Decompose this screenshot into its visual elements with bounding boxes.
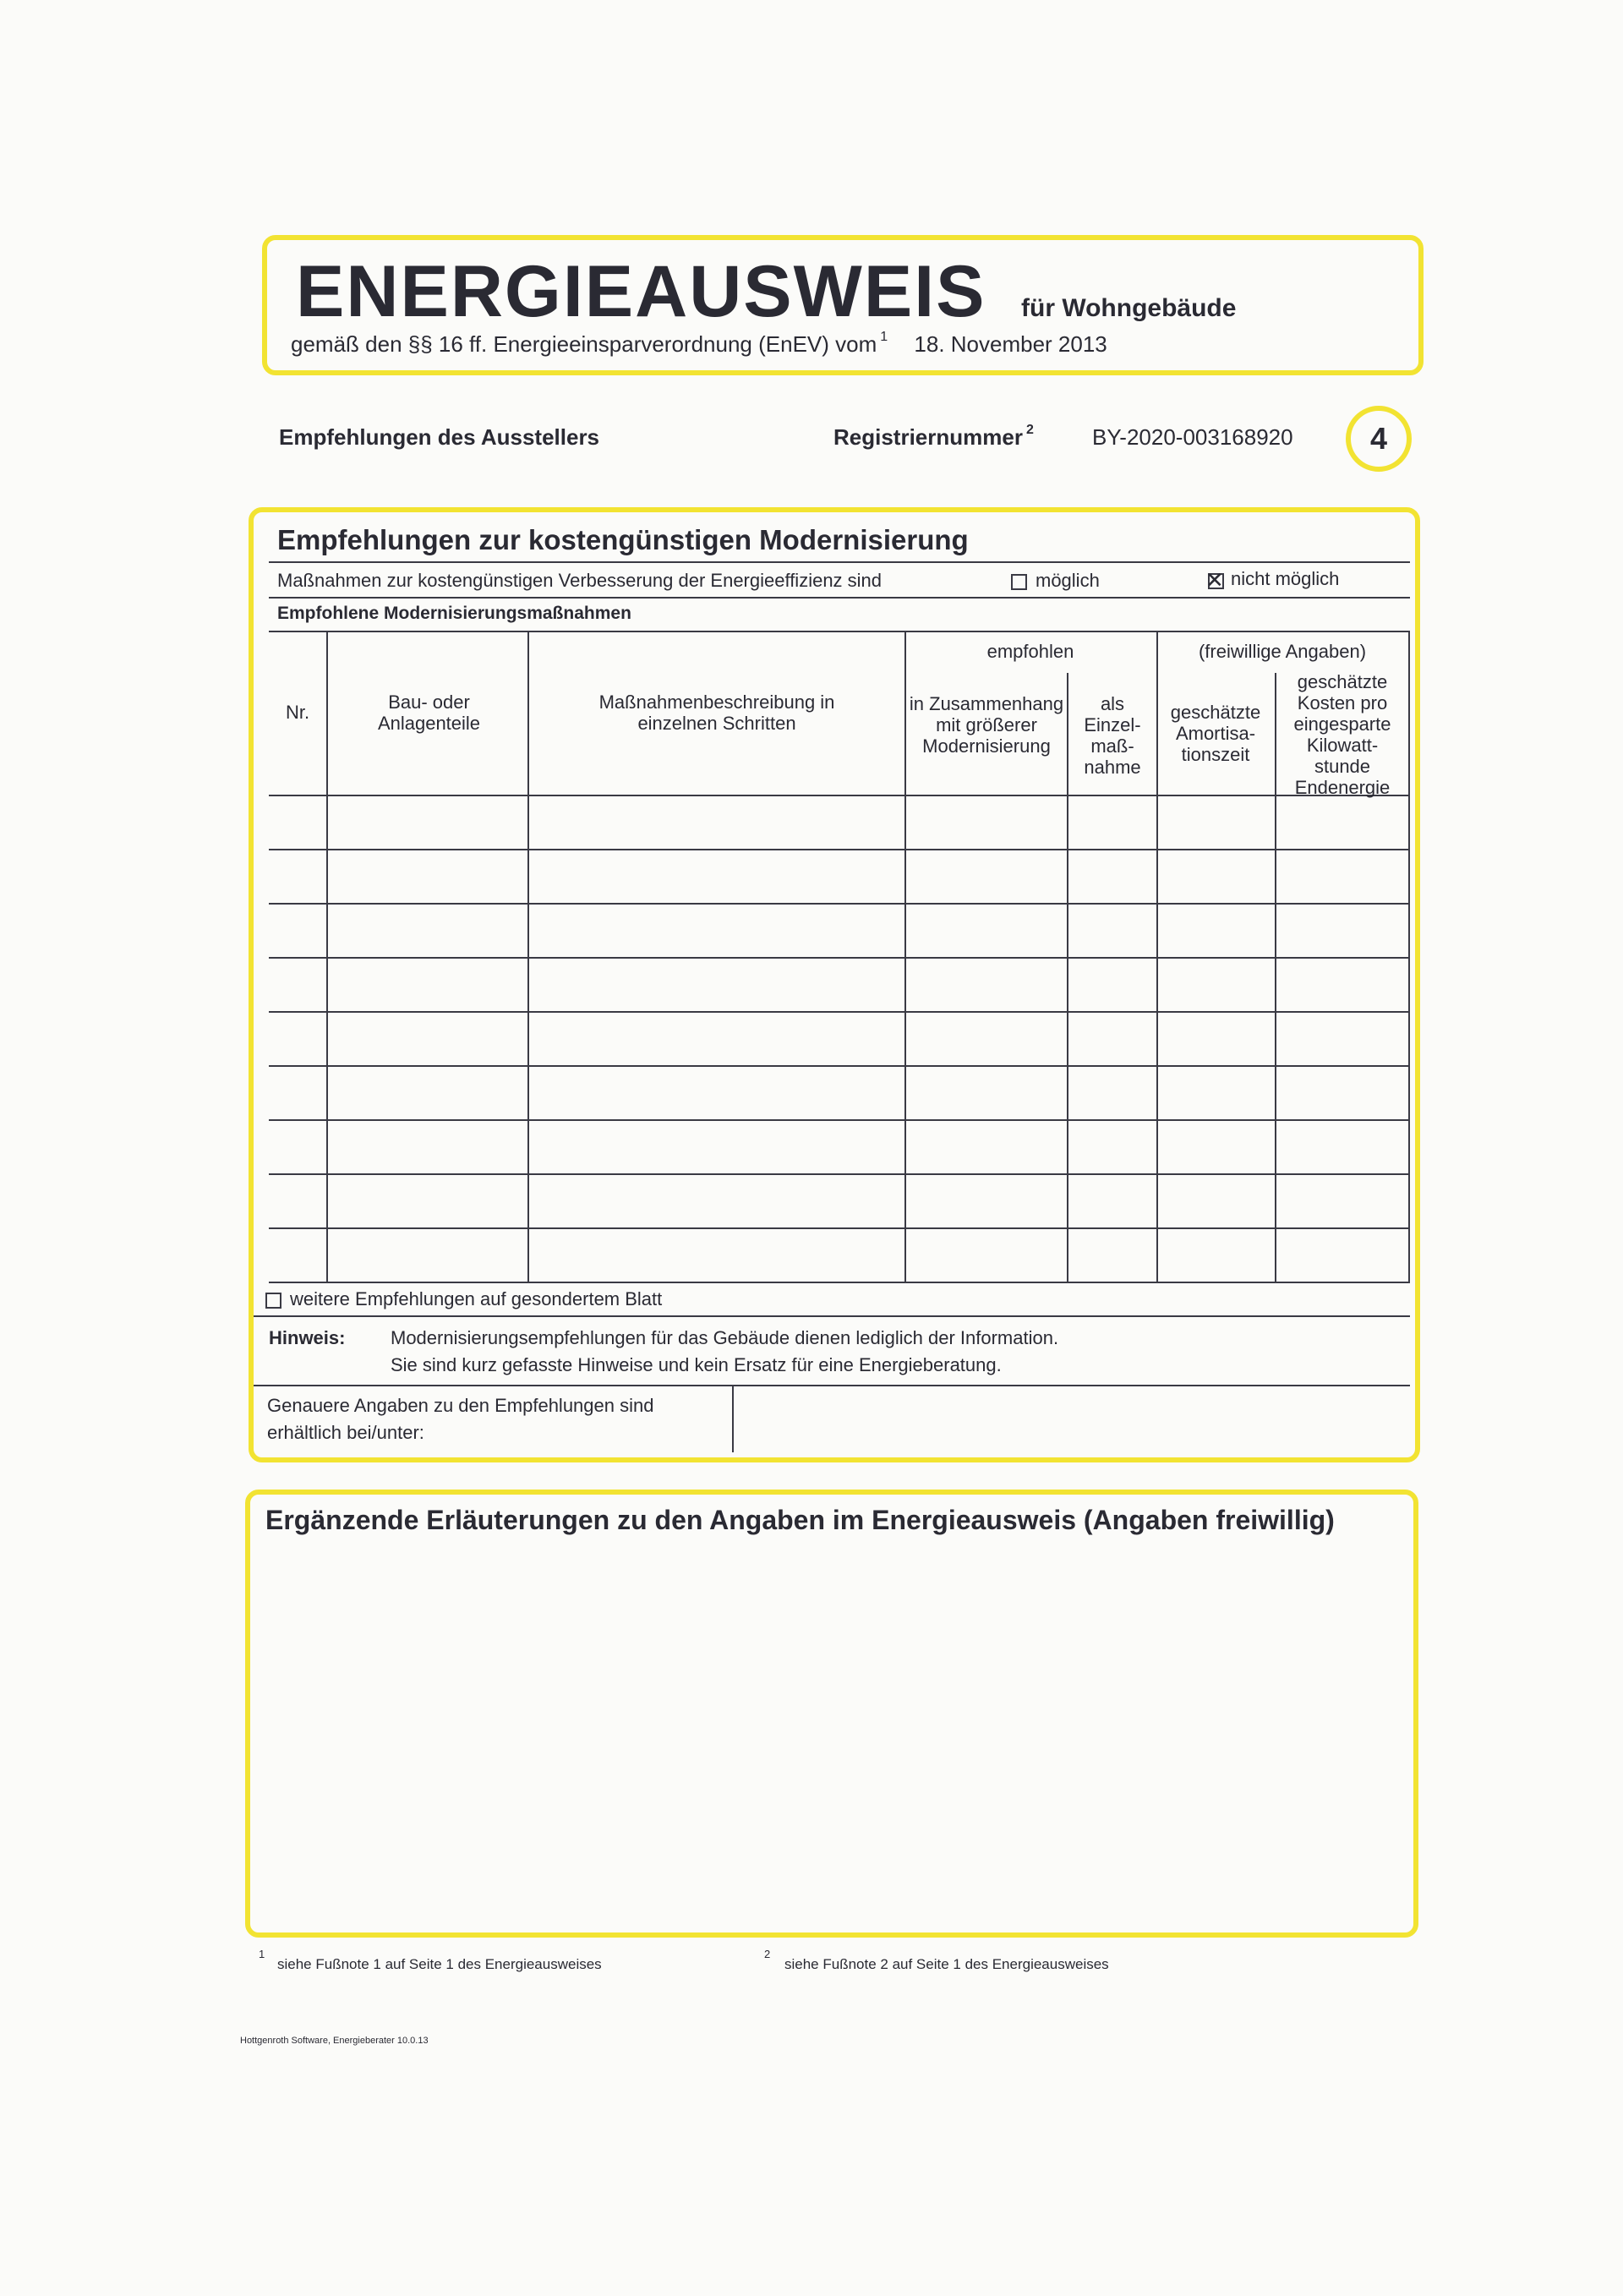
- legal-basis-footnote: 1: [880, 330, 888, 344]
- table-col-line: [1067, 673, 1068, 1282]
- registration-footnote: 2: [1025, 423, 1034, 437]
- checkbox-icon[interactable]: [265, 1293, 281, 1309]
- legal-basis: [291, 331, 1107, 358]
- table-row: [269, 1011, 1410, 1013]
- registration-number: BY-2020-003168920: [1092, 424, 1293, 450]
- more-recommendations[interactable]: [265, 1288, 662, 1310]
- col-header-optional: (freiwillige Angaben): [1198, 641, 1367, 662]
- table-col-line: [326, 631, 328, 1282]
- table-col-line: [1156, 631, 1158, 1282]
- option-not-possible-label: nicht möglich: [1231, 568, 1340, 589]
- note-line-1: Modernisierungsempfehlungen für das Gebäude dienen lediglich der Information.: [391, 1327, 1059, 1348]
- checkbox-icon[interactable]: [1011, 574, 1027, 590]
- divider: [269, 597, 1410, 599]
- details-label-line-1: Genauere Angaben zu den Empfehlungen sind: [267, 1395, 654, 1416]
- footnote-1-text: siehe Fußnote 1 auf Seite 1 des Energieausweises: [277, 1956, 602, 1972]
- footnote-2-text: siehe Fußnote 2 auf Seite 1 des Energieausweises: [784, 1956, 1109, 1972]
- document-subtitle: für Wohngebäude: [1021, 294, 1237, 322]
- note-line-2: Sie sind kurz gefasste Hinweise und kein Ersatz für eine Energieberatung.: [391, 1354, 1002, 1375]
- legal-basis-text: gemäß den §§ 16 ff. Energieeinsparverordnung (EnEV) vom: [291, 331, 877, 357]
- col-header-description: Maßnahmenbeschreibung in einzelnen Schritten: [598, 692, 835, 734]
- table-caption: Empfohlene Modernisierungsmaßnahmen: [277, 604, 631, 623]
- more-recommendations-label: weitere Empfehlungen auf gesondertem Blatt: [290, 1288, 663, 1309]
- details-value: [747, 1403, 1398, 1446]
- legal-basis-date: 18. November 2013: [914, 331, 1107, 357]
- registration-label-text: Registriernummer: [833, 424, 1023, 450]
- measures-text: Maßnahmen zur kostengünstigen Verbesserung der Energieeffizienz sind: [277, 570, 883, 591]
- details-divider: [732, 1386, 734, 1452]
- option-possible-label: möglich: [1036, 570, 1100, 591]
- col-header-payback: geschätzte Amortisa- tionszeit: [1170, 702, 1261, 765]
- table-row: [269, 1173, 1410, 1175]
- table-row: [269, 957, 1410, 959]
- page-number-badge: 4: [1346, 406, 1412, 472]
- divider: [254, 1385, 1410, 1386]
- table-row: [269, 1119, 1410, 1121]
- col-header-cost: geschätzte Kosten pro eingesparte Kilowatt- stunde Endenergie: [1293, 671, 1391, 798]
- divider: [254, 1315, 1410, 1317]
- table-col-line: [1408, 631, 1410, 1282]
- recommendations-title: Empfehlungen zur kostengünstigen Modernisierung: [277, 524, 969, 555]
- software-credit: Hottgenroth Software, Energieberater 10.0.13: [240, 2036, 429, 2046]
- document-title: ENERGIEAUSWEIS: [296, 251, 986, 332]
- table-row: [269, 903, 1410, 905]
- table-row: [269, 1282, 1410, 1283]
- supplementary-content: [265, 1552, 1398, 1916]
- col-header-recommended: empfohlen: [986, 641, 1074, 662]
- table-row: [269, 849, 1410, 850]
- option-not-possible[interactable]: [1205, 568, 1339, 590]
- footnote-2-mark: 2: [764, 1948, 771, 1960]
- divider: [269, 631, 1410, 632]
- table-col-line: [1275, 673, 1276, 1282]
- option-possible[interactable]: [1011, 570, 1100, 592]
- table-row: [269, 1065, 1410, 1067]
- supplementary-title: Ergänzende Erläuterungen zu den Angaben im Energieausweis (Angaben freiwillig): [265, 1505, 1335, 1535]
- col-header-nr: Nr.: [285, 702, 310, 723]
- table-row: [269, 795, 1410, 796]
- col-header-part: Bau- oder Anlagenteile: [377, 692, 481, 734]
- footnote-1-mark: 1: [259, 1948, 265, 1960]
- table-row: [269, 1227, 1410, 1229]
- col-header-single: als Einzel- maß- nahme: [1084, 693, 1141, 778]
- table-col-line: [527, 631, 529, 1282]
- col-header-in-context: in Zusammenhang mit größerer Modernisierung: [909, 693, 1064, 757]
- registration-label: [833, 424, 1039, 451]
- section-label: Empfehlungen des Ausstellers: [279, 424, 600, 450]
- note-label: Hinweis:: [269, 1327, 346, 1348]
- checked-checkbox-icon[interactable]: [1205, 571, 1224, 589]
- details-label-line-2: erhältlich bei/unter:: [267, 1422, 424, 1443]
- divider: [269, 561, 1410, 563]
